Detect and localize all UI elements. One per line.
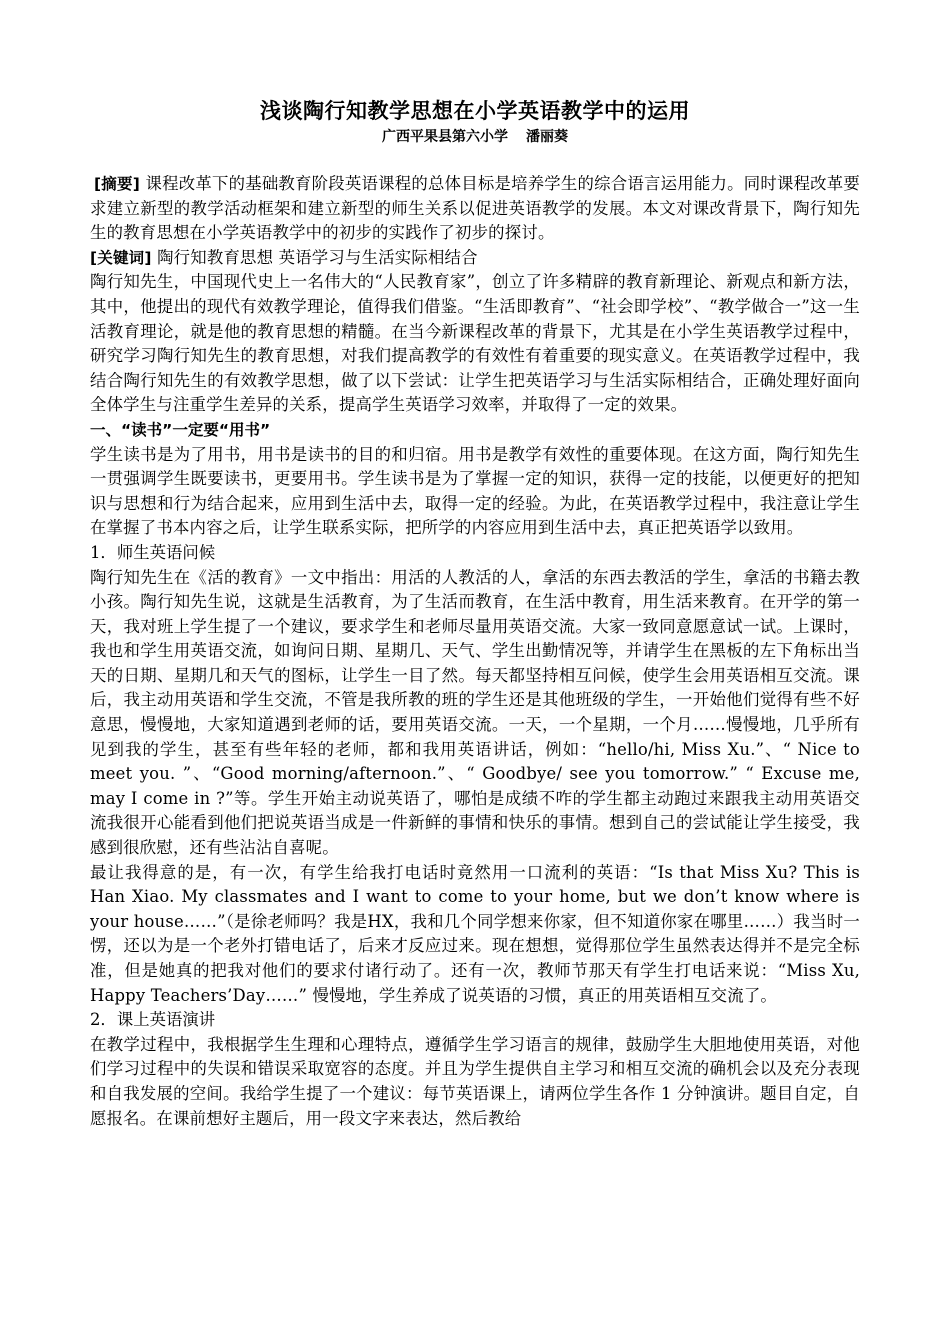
keywords-text: 陶行知教育思想 英语学习与生活实际相结合 [151,247,478,267]
abstract-label: [摘要] [94,175,141,193]
section-1-paragraph: 学生读书是为了用书，用书是读书的目的和归宿。用书是教学有效性的重要体现。在这方面，陶行知先生一贯强调学生既要读书，更要用书。学生读书是为了掌握一定的知识，获得一定的技能，以便更好的把知识与思想和行为结合起来，应用到生活中去，取得一定的经验。为此，在英语教学过程中，我注意让学生在掌握了书本内容之后，让学生联系实际，把所学的内容应用到生活中去，真正把英语学以致用。 [90,444,860,538]
keywords [90,246,860,271]
subsection-1-paragraph-2: 最让我得意的是，有一次，有学生给我打电话时竟然用一口流利的英语：“Is that Miss Xu? This is Han Xiao. My classmates and I want to come to your home, but we don’t know where is your house……”（是徐老师吗？我是HX，我和几个同学想来你家，但不知道你家在哪里……）我当时一愣，还以为是一个老外打错电话了，后来才反应过来。现在想想，觉得那位学生虽然表达得并不是完全标准，但是她真的把我对他们的要求付诸行动了。还有一次，教师节那天有学生打电话来说：“Miss Xu, Happy Teachers’Day……” 慢慢地，学生养成了说英语的习惯，真正的用英语相互交流了。 [90,862,860,1005]
subsection-2-paragraph: 在教学过程中，我根据学生生理和心理特点，遵循学生学习语言的规律，鼓励学生大胆地使用英语，对他们学习过程中的失误和错误采取宽容的态度。并且为学生提供自主学习和相互交流的确机会以及充分表现和自我发展的空间。我给学生提了一个建议：每节英语课上，请两位学生各作 1 分钟演讲。题目自定，自愿报名。在课前想好主题后，用一段文字来表达，然后教给 [90,1034,860,1128]
abstract-text: 课程改革下的基础教育阶段英语课程的总体目标是培养学生的综合语言运用能力。同时课程改革要求建立新型的教学活动框架和建立新型的师生关系以促进英语教学的发展。本文对课改背景下，陶行知先生的教育思想在小学英语教学中的初步的实践作了初步的探讨。 [90,174,861,243]
abstract [90,172,860,246]
author-name: 潘丽葵 [526,129,568,145]
author-line [90,126,860,148]
subsection-1-heading: 1．师生英语问候 [90,542,216,562]
subsection-2-heading: 2．课上英语演讲 [90,1010,216,1030]
intro-paragraph: 陶行知先生，中国现代史上一名伟大的“人民教育家”，创立了许多精辟的教育新理论、新观点和新方法，其中，他提出的现代有效教学理论，值得我们借鉴。“生活即教育”、“社会即学校”、“教学做合一”这一生活教育理论，就是他的教育思想的精髓。在当今新课程改革的背景下，尤其是在小学生英语教学过程中，研究学习陶行知先生的教育思想，对我们提高教学的有效性有着重要的现实意义。在英语教学过程中，我结合陶行知先生的有效教学思想，做了以下尝试：让学生把英语学习与生活实际相结合，正确处理好面向全体学生与注重学生差异的关系，提高学生英语学习效率，并取得了一定的效果。 [90,272,860,415]
keywords-label: [关键词] [90,248,152,267]
author-school: 广西平果县第六小学 [382,129,508,145]
document-page [90,96,860,1131]
document-title: 浅谈陶行知教学思想在小学英语教学中的运用 [260,99,690,123]
subsection-1-paragraph-1: 陶行知先生在《活的教育》一文中指出：用活的人教活的人，拿活的东西去教活的学生，拿活的书籍去教小孩。陶行知先生说，这就是生活教育，为了生活而教育，在生活中教育，用生活来教育。在开学的第一天，我对班上学生提了一个建议，要求学生和老师尽量用英语交流。大家一致同意愿意试一试。上课时，我也和学生用英语交流，如询问日期、星期几、天气、学生出勤情况等，并请学生在黑板的左下角标出当天的日期、星期几和天气的图标，让学生一目了然。每天都坚持相互问候，使学生会用英语相互交流。课后，我主动用英语和学生交流，不管是我所教的班的学生还是其他班级的学生，一开始他们觉得有些不好意思，慢慢地，大家知道遇到老师的话，要用英语交流。一天，一个星期，一个月……慢慢地，几乎所有见到我的学生，甚至有些年轻的老师，都和我用英语讲话，例如：“hello/hi, Miss Xu.”、“ Nice to meet you. ”、“Good morning/afternoon.”、“ Goodbye/ see you tomorrow.” “ Excuse me, may I come in ?”等。学生开始主动说英语了，哪怕是成绩不咋的学生都主动跑过来跟我主动用英语交流我很开心能看到他们把说英语当成是一件新鲜的事情和快乐的事情。想到自己的尝试能让学生接受，我感到很欣慰，还有些沾沾自喜呢。 [90,567,860,858]
section-1-heading: 一、“读书”一定要“用书” [90,420,271,439]
